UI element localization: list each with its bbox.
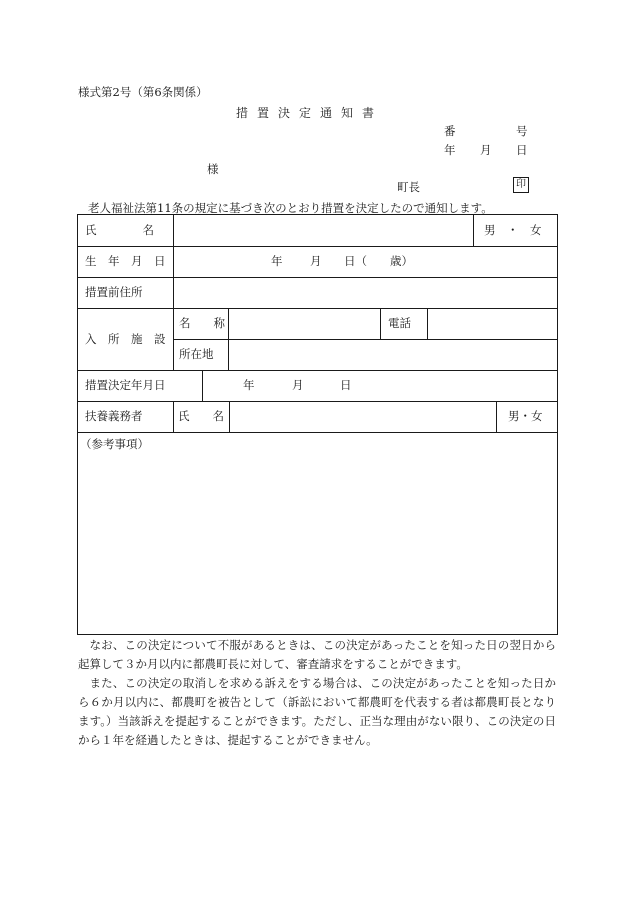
seal-mark: 印 bbox=[513, 177, 529, 193]
name-label: 氏 名 bbox=[85, 223, 154, 237]
decision-year[interactable]: 年 bbox=[243, 378, 255, 392]
decision-month[interactable]: 月 bbox=[292, 378, 304, 392]
sender-title: 町長 bbox=[397, 180, 420, 194]
guardian-label: 扶養義務者 bbox=[85, 409, 143, 423]
facility-label: 入 所 施 設 bbox=[85, 332, 166, 346]
number-suffix: 号 bbox=[516, 124, 528, 138]
document-number bbox=[444, 123, 528, 139]
prior-address-field[interactable] bbox=[174, 278, 556, 307]
birth-day-age[interactable]: 日（ 歳） bbox=[344, 254, 413, 268]
form-number: 様式第2号（第6条関係） bbox=[78, 85, 208, 99]
document-title: 措置決定通知書 bbox=[236, 106, 384, 120]
birth-date-label: 生 年 月 日 bbox=[85, 254, 166, 268]
facility-name-field[interactable] bbox=[229, 309, 379, 338]
number-label: 番 bbox=[444, 124, 456, 138]
prior-address-label: 措置前住所 bbox=[85, 285, 143, 299]
birth-year[interactable]: 年 bbox=[271, 254, 283, 268]
remarks-area[interactable] bbox=[79, 453, 555, 631]
decision-date-label: 措置決定年月日 bbox=[85, 378, 166, 392]
decision-form-table bbox=[77, 214, 558, 635]
facility-name-label: 名 称 bbox=[179, 316, 225, 330]
name-field[interactable] bbox=[174, 216, 472, 245]
issue-month: 月 bbox=[480, 143, 492, 157]
recipient-suffix: 様 bbox=[207, 162, 219, 176]
issue-date bbox=[444, 142, 528, 158]
guardian-name-label: 氏 名 bbox=[178, 409, 224, 423]
appeal-notice bbox=[78, 636, 556, 750]
facility-address-field[interactable] bbox=[229, 340, 556, 369]
guardian-name-field[interactable] bbox=[230, 402, 495, 431]
facility-address-label: 所在地 bbox=[179, 347, 214, 361]
guardian-gender-options[interactable]: 男・女 bbox=[508, 409, 543, 423]
intro-statement: 老人福祉法第11条の規定に基づき次のとおり措置を決定したので通知します。 bbox=[88, 201, 493, 215]
appeal-notice-lawsuit: また、この決定の取消しを求める訴えをする場合は、この決定があったことを知った日から６か月以内に、都農町を被告として（訴訟において都農町を代表する者は都農町長となります。）当該訴えを提起することができます。ただし、正当な理由がない限り、この決定の日から１年を経過したときは、提起することができません。 bbox=[78, 676, 556, 747]
issue-year: 年 bbox=[444, 143, 456, 157]
phone-field[interactable] bbox=[428, 309, 556, 338]
phone-label: 電話 bbox=[388, 316, 411, 330]
gender-options[interactable]: 男 ・ 女 bbox=[484, 223, 542, 237]
decision-day[interactable]: 日 bbox=[340, 378, 352, 392]
issue-day: 日 bbox=[516, 143, 528, 157]
remarks-label: （参考事項） bbox=[80, 437, 149, 451]
appeal-notice-review: なお、この決定について不服があるときは、この決定があったことを知った日の翌日から起算して３か月以内に都農町長に対して、審査請求をすることができます。 bbox=[78, 638, 556, 671]
birth-month[interactable]: 月 bbox=[310, 254, 322, 268]
